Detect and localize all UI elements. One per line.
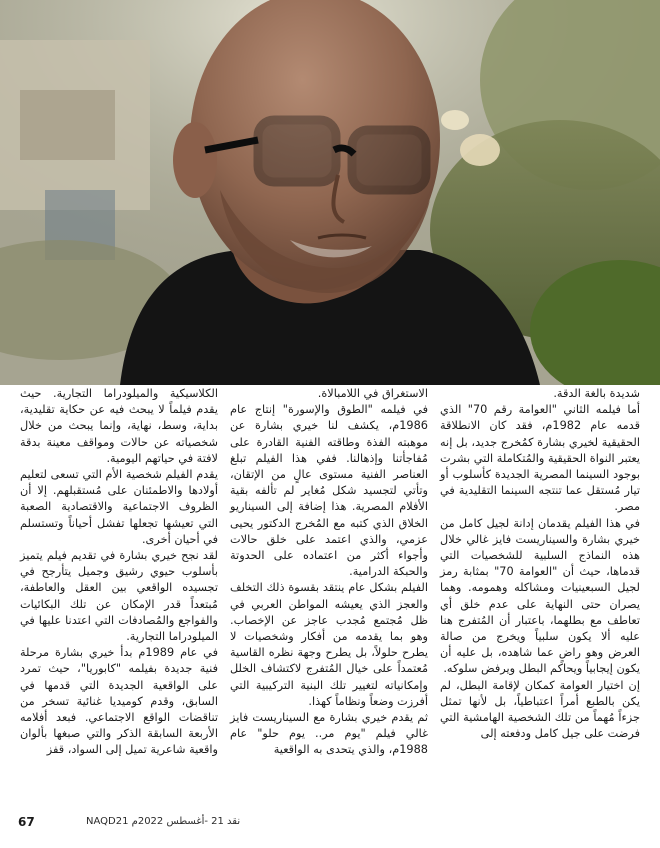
paragraph: لقد نجح خيري بشارة في تقديم فيلم يتميز بأسلوب حيوي رشيق وجميل يتأرجح في تجسيده الواقعي بين العقل والعاطفة، مُبتعداً قدر الإمكان عن تلك البكائيات والفواجع والمُصادفات التي اعتدنا عليها في الميلودراما التجارية. [20,549,218,644]
text-column-right [440,386,640,742]
paragraph: في عام 1989م بدأ خيري بشارة مرحلة فنية جديدة بفيلمه "كابوريا"، حيث تمرد على الواقعية الجديدة التي قدمها في السابق، وقدم كوميديا غنائية تسخر من تناقضات الواقع الاجتماعي. فبعد أفلامه الأربعة السابقة الذكر والتي صبغها بألوان واقعية شاعرية تميل إلى السواد، قفز [20,646,218,757]
paragraph: شديدة بالغة الدقة. [553,387,640,400]
paragraph: ثم يقدم خيري بشارة مع السيناريست فايز غالي فيلم "يوم مر.. يوم حلو" عام 1988م، والذي يتحدى به الواقعية [230,711,428,757]
paragraph: يقدم الفيلم شخصية الأم التي تسعى لتعليم أولادها والاطمئنان على مُستقبلهم. إلا أن الظروف الاجتماعية والاقتصادية الصعبة التي تعيشها تجعلها تفشل أحياناً وتستسلم في أحيان أخرى. [20,468,218,546]
portrait-illustration [0,0,660,385]
issue-info: نقد 21 -أغسطس 2022م NAQD21 [86,816,241,827]
page-number: 67 [18,815,35,829]
paragraph: الاستغراق في اللامبالاة. [317,387,428,400]
text-column-left [20,386,218,759]
paragraph: في هذا الفيلم يقدمان إدانة لجيل كامل من خيري بشارة والسيناريست فايز غالي خلال هذه النماذج السلبية للشخصيات التي قدماها، حيث أن "العوامة 70" بمثابة رمز لجيل السبعينيات ومشاكله وهمومه. وهما يصران حتى النهاية على عدم خلق أي تعاطف مع بطلهما، باعتبار أن المُتفرج هنا عليه ألا يكون سلبياً ويخرج من صالة العرض وهو راضٍ عما شاهده، بل عليه أن يكون إيجابياً ويحاكم البطل ويرفض سلوكه. [440,516,640,676]
paragraph: الفيلم بشكل عام ينتقد بقسوة ذلك التخلف والعجز الذي يعيشه المواطن العربي في ظل مُجتمع مُجدب عاجز عن الإخصاب. وهو بما يقدمه من أفكار وشخصيات لا يطرح حلولاً، بل يطرح وجهة نظره القاسية مُعتمداً على خيال المُتفرج لاكتشاف الخلل وإمكانياته لتغيير تلك البنية التركيبية التي أفرزت وضعاً ونظاماً كهذا. [230,581,428,708]
page-footer [0,812,660,836]
hero-photo [0,0,660,385]
paragraph: في فيلمه "الطوق والإسورة" إنتاج عام 1986م، يكشف لنا خيري بشارة عن موهبته الفذة وطاقته الفنية القادرة على مُفاجأتنا وإذهالنا. ففي هذا الفيلم تبلغ العناصر الفنية مستوى عالٍ من الإتقان، وتأتي لتجسيد شكل مُغاير لم تألفه بقية الأفلام المصرية. هذا إضافة إلى السيناريو الخلاق الذي كتبه مع المُخرج الدكتور يحيى عزمي، والذي اعتمد على خلق حالات وأجواء أكثر من اعتماده على الحدوتة والحبكة الدرامية. [230,403,428,579]
paragraph: أما فيلمه الثاني "العوامة رقم 70" الذي قدمه عام 1982م، فقد كان الانطلاقة الحقيقية لخيري بشارة كمُخرج جديد، بل إنه يعتبر النواة الحقيقية والمُتكاملة التي بشرت بوجود السينما المصرية الجديدة كأسلوب أو تيار مُستقل عما تنتجه السينما التقليدية في مصر. [440,403,641,514]
text-column-middle [230,386,428,759]
paragraph: إن اختيار العوامة كمكان لإقامة البطل، لم يكن بالطبع أمراً اعتباطياً، بل لأنها تمثل جزءاً مُهماً من تلك الشخصية الهامشية التي فرضت على جيل كامل ودفعته إلى [440,678,640,741]
paragraph: الكلاسيكية والميلودراما التجارية. حيث يقدم فيلماً لا يبحث فيه عن حكاية تقليدية، بداية، وسط، نهاية، وإنما يبحث من خلال شخصياته عن حالات ومواقف معينة بدقة لافتة في حياتهم اليومية. [20,387,218,465]
